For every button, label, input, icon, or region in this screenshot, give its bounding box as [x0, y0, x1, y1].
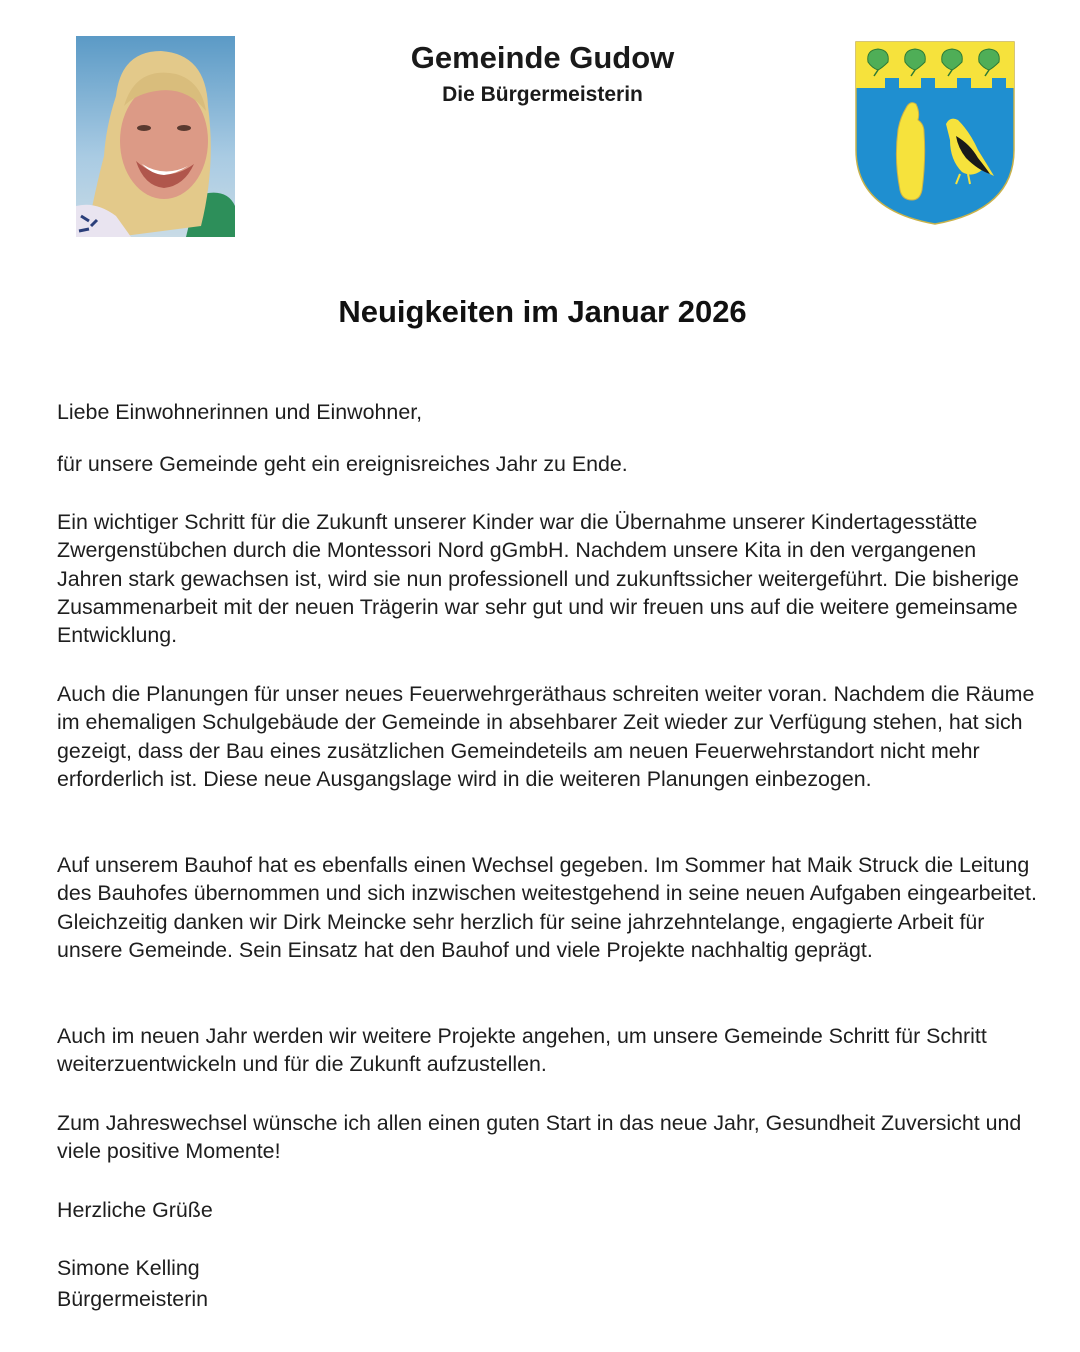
paragraph-wishes: Zum Jahreswechsel wünsche ich allen einen guten Start in das neue Jahr, Gesundheit Zuversicht und viele positive Momente!	[57, 1111, 1022, 1164]
coat-of-arms-icon	[854, 40, 1016, 226]
intro-line: für unsere Gemeinde geht ein ereignisreiches Jahr zu Ende.	[57, 452, 628, 476]
signature-name: Simone Kelling	[57, 1256, 200, 1280]
paragraph-outlook: Auch im neuen Jahr werden wir weitere Projekte angehen, um unsere Gemeinde Schritt für Schritt weiterzuentwickeln und für die Zukunft aufzustellen.	[57, 1024, 987, 1077]
headline: Neuigkeiten im Januar 2026	[338, 294, 747, 329]
paragraph-kita: Ein wichtiger Schritt für die Zukunft unserer Kinder war die Übernahme unserer Kindertagesstätte Zwergenstübchen durch die Montessori Nord gGmbH. Nachdem unsere Kita in den vergangenen Jahren stark gewachsen ist, wird sie nun professionell und zukunftssicher weitergeführt. Die bisherige Zusammenarbeit mit der neuen Trägerin war sehr gut und wir freuen uns auf die weitere gemeinsame Entwicklung.	[57, 510, 1019, 648]
paragraph-bauhof: Auf unserem Bauhof hat es ebenfalls einen Wechsel gegeben. Im Sommer hat Maik Struck die Leitung des Bauhofes übernommen und sich inzwischen weitestgehend in seine neuen Aufgaben eingearbeitet. Gleichzeitig danken wir Dirk Meincke sehr herzlich für seine jahrzehntelange, engagierte Arbeit für unsere Gemeinde. Sein Einsatz hat den Bauhof und viele Projekte nachhaltig geprägt.	[57, 853, 1037, 962]
office-subtitle: Die Bürgermeisterin	[442, 83, 643, 106]
closing: Herzliche Grüße	[57, 1198, 213, 1222]
signature-role: Bürgermeisterin	[57, 1287, 208, 1311]
paragraph-feuerwehr: Auch die Planungen für unser neues Feuerwehrgeräthaus schreiten weiter voran. Nachdem die Räume im ehemaligen Schulgebäude der Gemeinde in absehbarer Zeit wieder zur Verfügung stehen, hat sich gezeigt, dass der Bau eines zusätzlichen Gemeindeteils am neuen Feuerwehrstandort nicht mehr erforderlich ist. Diese neue Ausgangslage wird in die weiteren Planungen einbezogen.	[57, 682, 1035, 791]
salutation: Liebe Einwohnerinnen und Einwohner,	[57, 400, 423, 424]
municipality-title: Gemeinde Gudow	[410, 40, 675, 75]
